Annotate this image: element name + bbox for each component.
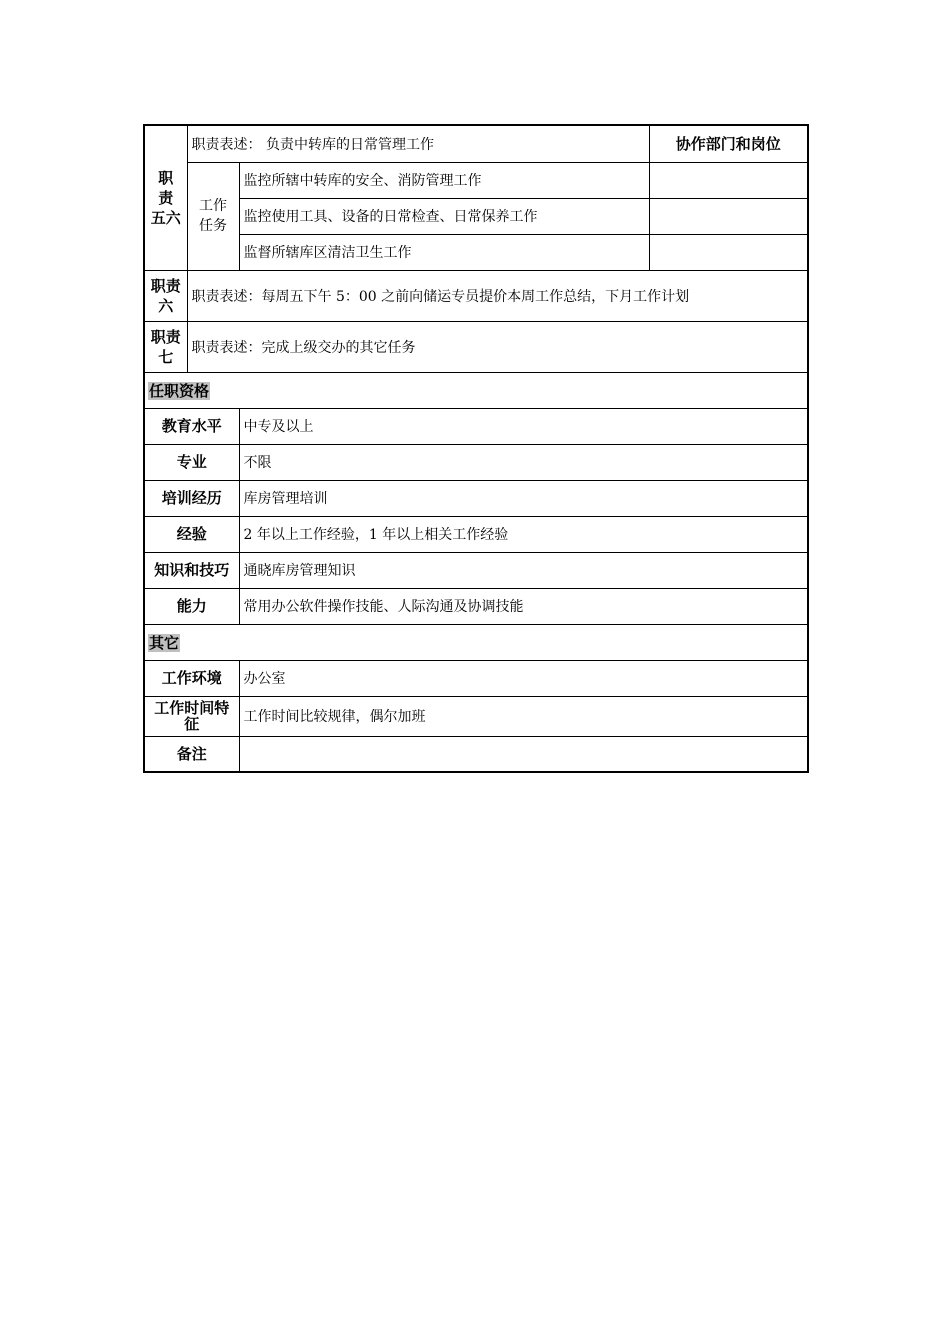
other-section-header [144, 624, 808, 660]
coop-cell [649, 234, 808, 270]
coop-cell [649, 162, 808, 198]
qualification-row [144, 552, 808, 588]
qualification-label: 专业 [144, 444, 239, 480]
coop-cell [649, 198, 808, 234]
qualification-label: 教育水平 [144, 408, 239, 444]
qualification-row [144, 444, 808, 480]
task-text: 监控使用工具、设备的日常检查、日常保养工作 [239, 198, 649, 234]
duty56-description-row [144, 125, 808, 162]
duty56-description: 职责表述： 负责中转库的日常管理工作 [187, 125, 649, 162]
qualification-value: 常用办公软件操作技能、人际沟通及协调技能 [239, 588, 808, 624]
duty7-row [144, 321, 808, 372]
qualification-row [144, 516, 808, 552]
qualification-value: 2 年以上工作经验，1 年以上相关工作经验 [239, 516, 808, 552]
qualifications-section-header [144, 372, 808, 408]
task-text: 监督所辖库区清洁卫生工作 [239, 234, 649, 270]
task-text: 监控所辖中转库的安全、消防管理工作 [239, 162, 649, 198]
other-label: 工作时间特征 [144, 696, 239, 736]
qualification-value: 中专及以上 [239, 408, 808, 444]
other-row [144, 660, 808, 696]
duty56-label: 职 责 五六 [144, 125, 187, 270]
job-description-table [143, 124, 809, 773]
task-label: 工作 任务 [187, 162, 239, 270]
duty6-description: 职责表述：每周五下午 5：00 之前向储运专员提价本周工作总结，下月工作计划 [187, 270, 808, 321]
other-value [239, 736, 808, 772]
qualifications-title: 任职资格 [149, 381, 210, 400]
qualification-value: 不限 [239, 444, 808, 480]
other-label: 备注 [144, 736, 239, 772]
qualification-label: 经验 [144, 516, 239, 552]
qualification-value: 通晓库房管理知识 [239, 552, 808, 588]
other-title: 其它 [149, 633, 180, 652]
coop-header: 协作部门和岗位 [649, 125, 808, 162]
qualification-value: 库房管理培训 [239, 480, 808, 516]
qualification-label: 能力 [144, 588, 239, 624]
duty6-row [144, 270, 808, 321]
qualification-row [144, 588, 808, 624]
duty7-label: 职责 七 [144, 321, 187, 372]
task-row [144, 198, 808, 234]
qualification-label: 培训经历 [144, 480, 239, 516]
qualification-row [144, 480, 808, 516]
other-label: 工作环境 [144, 660, 239, 696]
other-value: 工作时间比较规律，偶尔加班 [239, 696, 808, 736]
other-value: 办公室 [239, 660, 808, 696]
task-row [144, 162, 808, 198]
qualification-row [144, 408, 808, 444]
duty6-label: 职责 六 [144, 270, 187, 321]
task-row [144, 234, 808, 270]
other-row [144, 696, 808, 736]
duty7-description: 职责表述：完成上级交办的其它任务 [187, 321, 808, 372]
other-row [144, 736, 808, 772]
qualification-label: 知识和技巧 [144, 552, 239, 588]
